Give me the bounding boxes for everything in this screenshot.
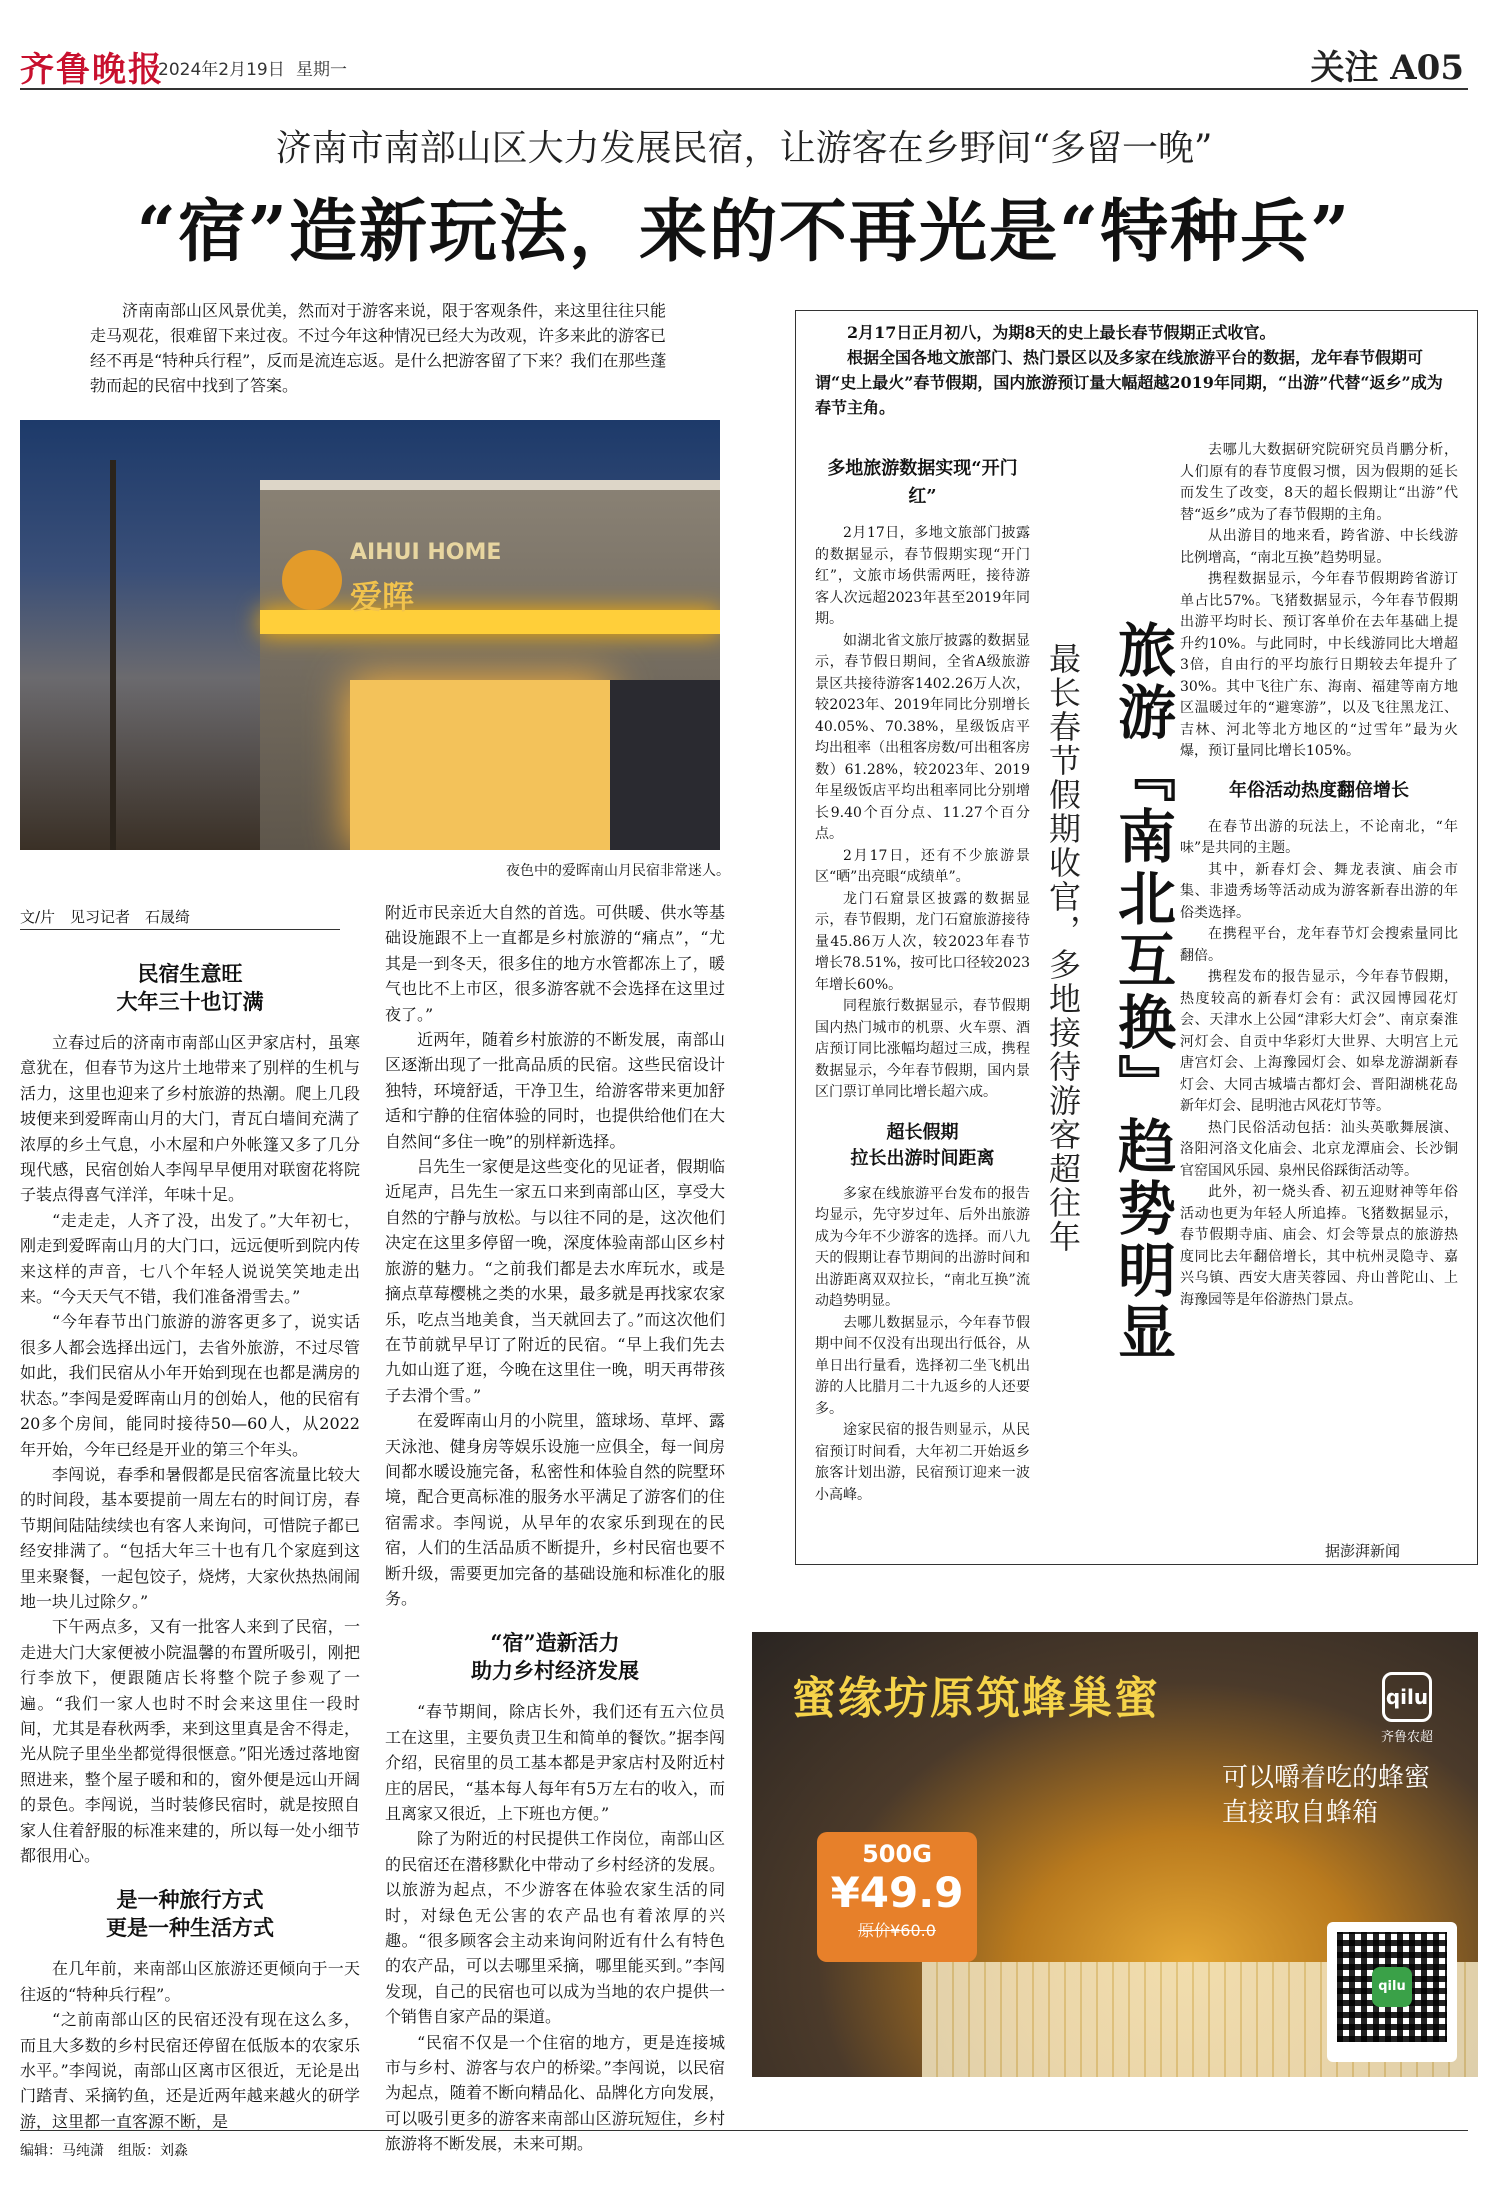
paragraph: 2月17日，还有不少旅游景区“晒”出亮眼“成绩单”。 — [815, 847, 1030, 885]
byline: 文/片 见习记者 石晟绮 — [20, 906, 340, 930]
current-price: ¥49.9 — [830, 1868, 964, 1917]
story-lead: 济南南部山区风景优美，然而对于游客来说，限于客观条件，来这里往往只能走马观花，很难留下来过夜。不过今年这种情况已经大为改观，许多来此的游客已经不再是“特种兵行程”，反而是流连忘返。是什么把游客留了下来？我们在那些蓬勃而起的民宿中找到了答案。 — [90, 301, 667, 395]
ad-tagline-1: 可以嚼着吃的蜂蜜 — [1222, 1763, 1431, 1793]
story-subhead: 济南市南部山区大力发展民宿，让游客在乡野间“多留一晚” — [275, 128, 1213, 169]
paragraph: 携程数据显示，今年春节假期跨省游订单占比57%。飞猪数据显示，今年春节假期出游平均时长、预订客单价在去年基础上提升约10%。与此同时，中长线游同比大增超3倍，自由行的平均旅行日期较去年提升了30%。其中飞往广东、海南、福建等南方地区温暖过年的“避寒游”，以及飞往黑龙江、吉林、河北等北方地区的“过雪年”最为火爆，预订量同比增长105%。 — [1180, 571, 1458, 759]
price-badge — [817, 1832, 977, 1962]
paragraph: 龙门石窟景区披露的数据显示，春节假期，龙门石窟旅游接待量45.86万人次，较2023年春节增长78.51%，按可比口径较2023年增长60%。 — [815, 890, 1031, 993]
paragraph: 此外，初一烧头香、初五迎财神等年俗活动也更为年轻人所追捧。飞猪数据显示，春节假期寺庙、庙会、灯会等景点的旅游热度同比去年翻倍增长，其中杭州灵隐寺、嘉兴乌镇、西安大唐芙蓉园、舟山普陀山、上海豫园等是年俗游热门景点。 — [1180, 1184, 1458, 1308]
paragraph: 立春过后的济南市南部山区尹家店村，虽寒意犹在，但春节为这片土地带来了别样的生机与活力，这里也迎来了乡村旅游的热潮。爬上几段坡便来到爱晖南山月的大门，青瓦白墙间充满了浓厚的乡土气息，小木屋和户外帐篷又多了几分现代感，民宿创始人李闯早早便用对联窗花将院子装点得喜气洋洋，年味十足。 — [20, 1033, 360, 1205]
paragraph: 途家民宿的报告则显示，从民宿预订时间看，大年初二开始返乡旅客计划出游，民宿预订迎来一波小高峰。 — [815, 1422, 1030, 1503]
ad-title: 蜜缘坊原筑蜂巢蜜 — [792, 1673, 1160, 1724]
paragraph: 去哪儿数据显示，今年春节假期中间不仅没有出现出行低谷，从单日出行量看，选择初二坐飞机出游的人比腊月二十九返乡的人还要多。 — [815, 1314, 1030, 1417]
ad-brand — [1362, 1672, 1452, 1745]
paragraph: 热门民俗活动包括：汕头英歌舞展演、洛阳河洛文化庙会、北京龙潭庙会、长沙铜官窑国风乐园、泉州民俗踩街活动等。 — [1180, 1119, 1458, 1179]
paragraph: 携程发布的报告显示，今年春节假期，热度较高的新春灯会有：武汉园博园花灯会、天津水上公园“津彩大灯会”、南京秦淮河灯会、自贡中华彩灯大世界、大明宫上元唐宫灯会、上海豫园灯会、如皋龙游湖新春灯会、大同古城墙古都灯会、晋阳湖桃花岛新年灯会、昆明池古风花灯节等。 — [1180, 969, 1458, 1114]
page-section-label: 关注 A05 — [1310, 48, 1464, 88]
paragraph: 在春节出游的玩法上，不论南北，“年味”是共同的主题。 — [1180, 818, 1458, 856]
section-head-line: 拉长出游时间距离 — [850, 1147, 995, 1169]
sidebar-column-2 — [1180, 440, 1458, 1311]
section-head: 年俗活动热度翻倍增长 — [1229, 779, 1409, 801]
section-head — [20, 1886, 360, 1942]
paragraph: 在爱晖南山月的小院里，篮球场、草坪、露天泳池、健身房等娱乐设施一应俱全，每一间房间都水暖设施完备，私密性和体验自然的院墅环境，配合更高标准的服务水平满足了游客们的住宿需求。李闯说，从早年的农家乐到现在的民宿，人们的生活品质不断提升，乡村民宿也要不断升级，需要更加完备的基础设施和标准化的服务。 — [385, 1411, 725, 1608]
footer-rule — [20, 2130, 1468, 2131]
homestay-sign-cn: 爱晖 — [350, 578, 415, 616]
sidebar-lead — [815, 320, 1455, 420]
paragraph: 2月17日正月初八，为期8天的史上最长春节假期正式收官。 — [847, 323, 1276, 342]
paragraph: “今年春节出门旅游的游客更多了，说实话很多人都会选择出远门，去省外旅游，不过尽管如此，我们民宿从小年开始到现在也都是满房的状态。”李闯是爱晖南山月的创始人，他的民宿有20多个房间，能同时接待50—60人，从2022年开始，今年已经是开业的第三个年头。 — [20, 1312, 360, 1459]
paragraph: 同程旅行数据显示，春节假期国内热门城市的机票、火车票、酒店预订同比涨幅均超过三成，携程数据显示，今年春节假期，国内景区门票订单同比增长超六成。 — [815, 998, 1030, 1100]
homestay-sign-en: AIHUI HOME — [350, 540, 502, 565]
photo-caption: 夜色中的爱晖南山月民宿非常迷人。 — [506, 863, 730, 879]
paragraph: “走走走，人齐了没，出发了。”大年初七，刚走到爱晖南山月的大门口，远远便听到院内传来这样的声音，七八个年轻人说说笑笑地走出来。“今天天气不错，我们准备滑雪去。” — [20, 1210, 360, 1307]
story-column-1 — [20, 960, 360, 2134]
paragraph: 近两年，随着乡村旅游的不断发展，南部山区逐渐出现了一批高品质的民宿。这些民宿设计独特，环境舒适，干净卫生，给游客带来更加舒适和宁静的住宿体验的同时，也提供给他们在大自然间“多住一晚”的别样新选择。 — [385, 1030, 725, 1151]
section-head-line: 助力乡村经济发展 — [471, 1658, 639, 1684]
section-head-line: “宿”造新活力 — [490, 1630, 620, 1656]
section-head-line: 更是一种生活方式 — [106, 1915, 274, 1941]
section-head: 多地旅游数据实现“开门红” — [827, 458, 1018, 507]
paragraph: 除了为附近的村民提供工作岗位，南部山区的民宿还在潜移默化中带动了乡村经济的发展。以旅游为起点，不少游客在体验农家生活的同时，对绿色无公害的农产品也有着浓厚的兴趣。“很多顾客会主动来询问附近有什么有特色的农产品，可以去哪里采摘，哪里能买到。”李闯发现，自己的民宿也可以成为当地的农户提供一个销售自家产品的渠道。 — [385, 1829, 725, 2027]
paragraph: “民宿不仅是一个住宿的地方，更是连接城市与乡村、游客与农户的桥梁。”李闯说，以民宿为起点，随着不断向精品化、品牌化方向发展，可以吸引更多的游客来南部山区游玩短住，乡村旅游将不断发展，未来可期。 — [385, 2032, 725, 2154]
paragraph: 2月17日，多地文旅部门披露的数据显示，春节假期实现“开门红”，文旅市场供需两旺，接待游客人次远超2023年甚至2019年同期。 — [815, 525, 1030, 627]
paragraph: 如湖北省文旅厅披露的数据显示，春节假日期间，全省A级旅游景区共接待游客1402.26万人次，较2023年、2019年同比分别增长40.05%、70.38%，星级饭店平均出租率（出租客房数/可出租客房数）61.28%，较2023年、2019年星级饭店平均出租率同比分别增长9.40个百分点、11.27个百分点。 — [815, 632, 1030, 842]
paragraph: “之前南部山区的民宿还没有现在这么多，而且大多数的乡村民宿还停留在低版本的农家乐水平。”李闯说，南部山区离市区很近，无论是出门踏青、采摘钓鱼，还是近两年越来越火的研学游，这里都一直客源不断，是 — [20, 2010, 360, 2131]
honey-advertisement[interactable] — [752, 1632, 1478, 2077]
story-headline: “宿”造新玩法，来的不再光是“特种兵” — [136, 192, 1352, 272]
product-weight: 500G — [862, 1840, 932, 1868]
sidebar-subtitle: 最长春节假期收官，多地接待游客超往年 — [1044, 642, 1082, 1254]
paragraph: 根据全国各地文旅部门、热门景区以及多家在线旅游平台的数据，龙年春节假期可谓“史上最火”春节假期，国内旅游预订量大幅超越2019年同期，“出游”代替“返乡”成为春节主角。 — [815, 348, 1443, 417]
paragraph: 其中，新春灯会、舞龙表演、庙会市集、非遗秀场等活动成为游客新春出游的年俗类选择。 — [1180, 861, 1458, 921]
light-strip — [260, 610, 720, 634]
qr-logo-icon: qilu — [1372, 1967, 1412, 2007]
ad-tagline-2: 直接取自蜂箱 — [1222, 1798, 1379, 1828]
lit-doorway — [350, 680, 610, 850]
section-head-line: 民宿生意旺 — [137, 961, 243, 986]
sidebar-title: 旅游『南北互换』趋势明显 — [1108, 620, 1176, 1364]
paragraph: 去哪儿大数据研究院研究员肖鹏分析，人们原有的春节度假习惯，因为假期的延长而发生了改变，8天的超长假期让“出游”代替“返乡”成为了春节假期的主角。 — [1180, 442, 1458, 523]
issue-weekday: 星期一 — [296, 60, 347, 80]
paragraph: 从出游目的地来看，跨省游、中长线游比例增高，“南北互换”趋势明显。 — [1180, 528, 1458, 566]
tree-silhouette — [110, 460, 296, 850]
paragraph: 吕先生一家便是这些变化的见证者，假期临近尾声，吕先生一家五口来到南部山区，享受大自然的宁静与放松。与以往不同的是，这次他们决定在这里多停留一晚，深度体验南部山区乡村旅游的魅力。“之前我们都是去水库玩水，或是摘点草莓樱桃之类的水果，最多就是再找家农家乐，吃点当地美食，当天就回去了。”而这次他们在节前就早早订了附近的民宿。“早上我们先去九如山逛了逛，今晚在这里住一晚，明天再带孩子去滑个雪。” — [385, 1157, 725, 1405]
glass-door — [610, 680, 720, 850]
section-head-line: 是一种旅行方式 — [116, 1887, 264, 1913]
footer-credits: 编辑：马纯潇 组版：刘淼 — [20, 2143, 188, 2159]
section-head-line: 超长假期 — [886, 1121, 959, 1143]
homestay-logo-icon — [282, 550, 342, 610]
masthead-rule — [20, 88, 1468, 90]
paragraph: 李闯说，春季和暑假都是民宿客流量比较大的时间段，基本要提前一周左右的时间订房，春节期间陆陆续续也有客人来询问，可惜院子都已经安排满了。“包括大年三十也有几个家庭到这里来聚餐，一起包饺子，烧烤，大家伙热热闹闹地一块儿过除夕。” — [20, 1464, 360, 1611]
sidebar-column-1 — [815, 455, 1030, 1506]
original-price — [817, 1918, 977, 1941]
paragraph: 附近市民亲近大自然的首选。可供暖、供水等基础设施跟不上一直都是乡村旅游的“痛点”，“尤其是一到冬天，很多住的地方水管都冻上了，暖气也比不上市区，很多游客就不会选择在这里过夜了。” — [385, 903, 725, 1024]
homestay-photo — [20, 420, 720, 850]
paragraph: 在几年前，来南部山区旅游还更倾向于一天往返的“特种兵行程”。 — [20, 1959, 360, 2004]
ad-brand-name: 齐鲁农超 — [1380, 1730, 1433, 1745]
qr-code[interactable] — [1327, 1922, 1457, 2062]
paragraph: 多家在线旅游平台发布的报告均显示，先守岁过年、后外出旅游成为今年不少游客的选择。而八九天的假期让春节期间的出游时间和出游距离双双拉长，“南北互换”流动趋势明显。 — [815, 1185, 1030, 1309]
section-head-line: 大年三十也订满 — [116, 989, 264, 1014]
source-credit: 据澎湃新闻 — [1325, 1542, 1401, 1560]
qilu-logo-icon: qilu — [1382, 1672, 1432, 1722]
story-column-2 — [385, 900, 725, 2157]
paragraph: 在携程平台，龙年春节灯会搜索量同比翻倍。 — [1180, 926, 1458, 964]
section-head — [20, 960, 360, 1016]
paragraph: 下午两点多，又有一批客人来到了民宿，一走进大门大家便被小院温馨的布置所吸引，刚把行李放下，便跟随店长将整个院子参观了一遍。“我们一家人也时不时会来这里住一段时间，尤其是春秋两季，来到这里真是舍不得走，光从院子里坐坐都觉得很惬意。”阳光透过落地窗照进来，整个屋子暖和和的，窗外便是远山开阔的景色。李闯说，当时装修民宿时，就是按照自家人住着舒服的标准来建的，所以每一处小细节都很用心。 — [20, 1617, 360, 1865]
section-head — [385, 1629, 725, 1685]
section-head — [815, 1120, 1030, 1172]
original-price-text: 原价¥60.0 — [858, 1921, 936, 1940]
issue-date: 2024年2月19日 — [158, 60, 285, 80]
masthead-logo: 齐鲁晚报 — [20, 50, 164, 90]
building-roof — [260, 480, 720, 490]
paragraph: “春节期间，除店长外，我们还有五六位员工在这里，主要负责卫生和简单的餐饮。”据李闯介绍，民宿里的员工基本都是尹家店村及附近村庄的居民，“基本每人每年有5万左右的收入，而且离家又很近，上下班也方便。” — [385, 1702, 725, 1823]
